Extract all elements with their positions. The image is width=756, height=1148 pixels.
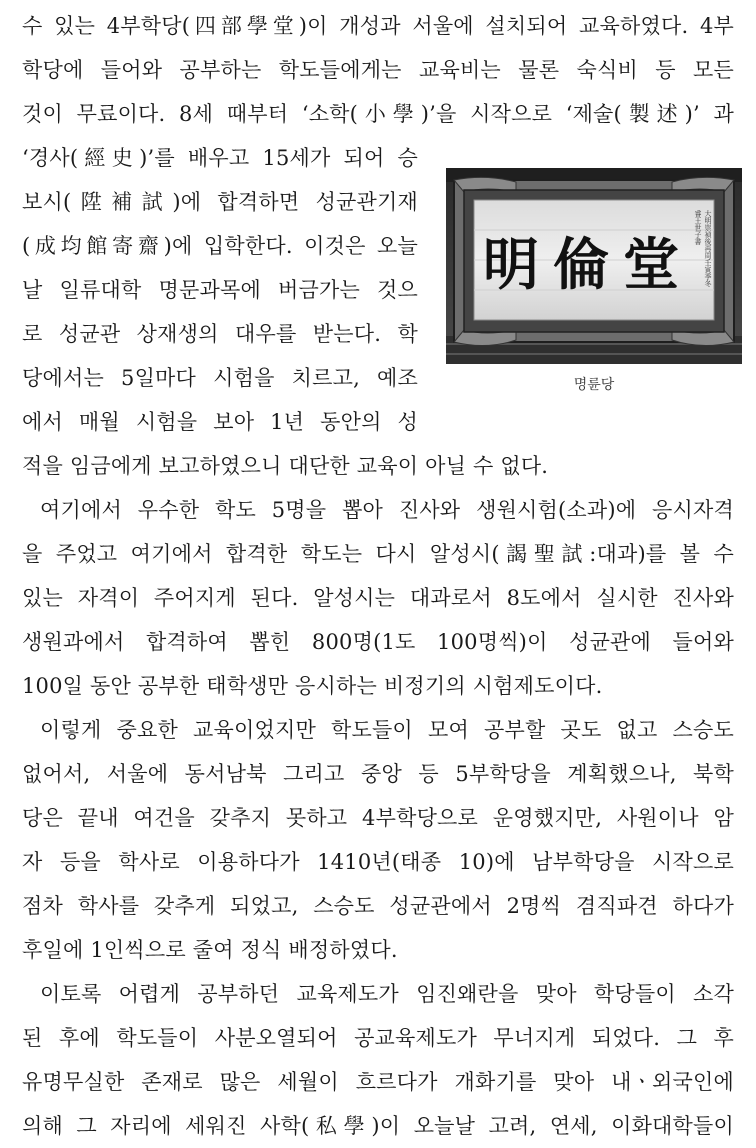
text-line: 100일 동안 공부한 태학생만 응시하는 비정기의 시험제도이다. <box>22 674 603 698</box>
inscription-right: 大明崇禎後再周壬寅季冬 <box>704 210 712 287</box>
figure-caption: 명륜당 <box>573 377 615 393</box>
text-line: 을 주었고 여기에서 합격한 학도는 다시 알성시(謁聖試:대과)를 볼 수 <box>22 542 734 566</box>
text-line: 생원과에서 합격하여 뽑힌 800명(1도 100명씩)이 성균관에 들어와 <box>22 630 734 654</box>
text-line: 자 등을 학사로 이용하다가 1410년(태종 10)에 남부학당을 시작으로 <box>22 850 734 874</box>
paragraph-first-line: 이렇게 중요한 교육이었지만 학도들이 모여 공부할 곳도 없고 스승도 <box>40 718 734 742</box>
text-line: 점차 학사를 갖추게 되었고, 스승도 성균관에서 2명씩 겸직파견 하다가 <box>22 894 734 918</box>
text-line: 로 성균관 상재생의 대우를 받는다. 학 <box>22 322 418 346</box>
text-line: 수 있는 4부학당(四部學堂)이 개성과 서울에 설치되어 교육하였다. 4부 <box>22 14 734 38</box>
text-line: 에서 매월 시험을 보아 1년 동안의 성 <box>22 410 418 434</box>
text-line: 것이 무료이다. 8세 때부터 ‘소학(小學)’을 시작으로 ‘제술(製述)’ 과 <box>22 102 734 126</box>
text-line: 날 일류대학 명문과목에 버금가는 것으 <box>22 278 418 302</box>
text-line: (成均館寄齋)에 입학한다. 이것은 오늘 <box>22 234 418 258</box>
text-line: 당은 끝내 여건을 갖추지 못하고 4부학당으로 운영했지만, 사원이나 암 <box>22 806 734 830</box>
text-line: 있는 자격이 주어지게 된다. 알성시는 대과로서 8도에서 실시한 진사와 <box>22 586 734 610</box>
plaque-calligraphy: 明倫堂 <box>483 232 693 298</box>
inscription-left: 睿王世子書 <box>694 210 702 245</box>
text-line: 된 후에 학도들이 사분오열되어 공교육제도가 무너지게 되었다. 그 후 <box>22 1026 734 1050</box>
paragraph-first-line: 여기에서 우수한 학도 5명을 뽑아 진사와 생원시험(소과)에 응시자격 <box>40 498 734 522</box>
text-line: 적을 임금에게 보고하였으니 대단한 교육이 아닐 수 없다. <box>22 454 549 478</box>
paragraph-first-line: 이토록 어렵게 공부하던 교육제도가 임진왜란을 맞아 학당들이 소각 <box>40 982 734 1006</box>
text-line: 학당에 들어와 공부하는 학도들에게는 교육비는 물론 숙식비 등 모든 <box>22 58 734 82</box>
plaque-photo-svg <box>446 168 742 364</box>
text-line: 의해 그 자리에 세워진 사학(私學)이 오늘날 고려, 연세, 이화대학들이 <box>22 1114 734 1138</box>
text-line: ‘경사(經史)’를 배우고 15세가 되어 승 <box>22 146 418 170</box>
text-line: 유명무실한 존재로 많은 세월이 흐르다가 개화기를 맞아 내ㆍ외국인에 <box>22 1070 734 1094</box>
text-line: 보시(陞補試)에 합격하면 성균관기재 <box>22 190 418 214</box>
text-line: 없어서, 서울에 동서남북 그리고 중앙 등 5부학당을 계획했으나, 북학 <box>22 762 734 786</box>
text-line: 당에서는 5일마다 시험을 치르고, 예조 <box>22 366 418 390</box>
plaque-photo <box>446 168 742 364</box>
text-line: 후일에 1인씩으로 줄여 정식 배정하였다. <box>22 938 398 962</box>
